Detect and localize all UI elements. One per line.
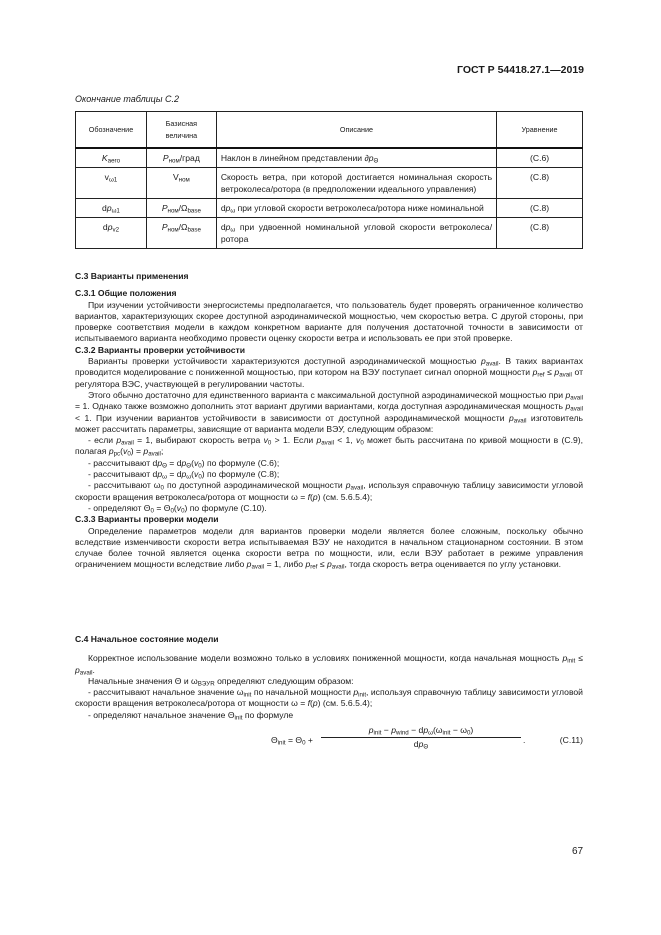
paragraph-c4-1: Корректное использование модели возможно только в условиях пониженной мощности, когда начальная мощность $p_{init} \le p_{avail}$. <box>75 653 583 677</box>
cell-desc: $dp_\omega$ при удвоенной номинальной угловой скорости ветроколеса/ротора <box>216 218 496 249</box>
table-c2 <box>75 111 583 249</box>
formula-lhs: $\Theta_{init} = \Theta_0$ + <box>271 735 313 747</box>
heading-c3: С.3 Варианты применения <box>75 271 189 281</box>
cell-eq: (С.8) <box>497 199 583 218</box>
formula-period: . <box>523 735 526 746</box>
list-item: - рассчитывают $dp_\omega = dp_\omega(v_0)$ по формуле (С.8); <box>88 469 280 481</box>
heading-c33: С.3.3 Варианты проверки модели <box>75 514 219 525</box>
paragraph-c32-1: Варианты проверки устойчивости характеризуются доступной аэродинамической мощностью $p_{avail}$. В таких вариантах проводится моделирование с пониженной мощностью, при котором на ВЭУ поступает сигнал опорной мощности $p_{ref} \le p_{avail}$ от регулятора ВЭС, участвующей в регулировании частоты. <box>75 356 584 389</box>
cell-eq: (С.6) <box>497 148 583 168</box>
cell-symbol: $dp_{v2}$ <box>76 218 147 249</box>
cell-base: $P_{ном}/\Omega_{base}$ <box>146 218 216 249</box>
cell-desc: Скорость ветра, при которой достигается номинальная скорость ветроколеса/ротора (в предположении идеального управления) <box>216 168 496 199</box>
list-item: - рассчитывают начальное значение $\omega_{init}$ по начальной мощности $p_{init}$, используя справочную таблицу зависимости угловой скорости вращения ветроколеса/ротора от мощности ω = f(p) (см. 5.6.5.4); <box>75 687 583 709</box>
col-header-equation: Уравнение <box>497 112 583 149</box>
section-c3 <box>75 271 583 571</box>
list-item: - рассчитывают $dp_\Theta = dp_\Theta(v_0)$ по формуле (С.6); <box>88 457 280 470</box>
formula-denominator: $dp_\Theta$ <box>413 739 429 752</box>
table-row <box>76 218 583 249</box>
heading-c31: С.3.1 Общие положения <box>75 288 177 299</box>
cell-desc: Наклон в линейном представлении $\partial p_\Theta$ <box>216 148 496 168</box>
cell-desc: $dp_\omega$ при угловой скорости ветроколеса/ротора ниже номинальной <box>216 199 496 218</box>
page-number: 67 <box>572 846 584 857</box>
table-row <box>76 148 583 168</box>
standard-header: ГОСТ Р 54418.27.1—2019 <box>457 64 584 76</box>
paragraph-c32-2: Этого обычно достаточно для единственного варианта с максимальной доступной аэродинамической мощностью при $p_{avail} = 1$. Однако также возможно дополнить этот вариант другими вариантами, когда доступная аэродинамическая мощность $p_{avail} < 1$. При изучении вариантов устойчивости в зависимости от доступной аэродинамической мощности $p_{avail}$ изготовитель может рассчитать параметры, зависящие от варианта модели ВЭУ, следующим образом: <box>75 389 584 434</box>
section-c4 <box>75 634 583 759</box>
cell-eq: (С.8) <box>497 168 583 199</box>
formula-c11 <box>75 725 583 759</box>
table-header-row <box>76 112 583 149</box>
cell-symbol: $dp_{\omega 1}$ <box>76 199 147 218</box>
list-item: - определяют $\Theta_0 = \Theta_0(v_0)$ по формуле (С.10). <box>88 502 267 515</box>
cell-base: $V_{ном}$ <box>146 168 216 199</box>
col-header-base-value: Базисная величина <box>146 112 216 149</box>
paragraph-c31: При изучении устойчивости энергосистемы предполагается, что пользователь будет проверять ограниченное количество вариантов, характеризующих скорее доступной аэродинамической мощностью, чем скоростью ветра. С другой стороны, при проверке соответствия модели в каждом конкретном варианте для получения достаточной точности в зависимости от испытываемого варианта необходимо провести оценку скорости ветра и использовать ее при этой проверке. <box>75 299 583 344</box>
list-item: - рассчитывают $\omega_0$ по доступной аэродинамической мощности $p_{avail}$, используя справочную таблицу зависимости угловой скорости вращения ветроколеса/ротора от мощности ω = f(p) (см. 5.6.5.4); <box>75 480 584 502</box>
cell-eq: (С.8) <box>497 218 583 249</box>
formula-fraction <box>321 725 521 751</box>
cell-symbol: $K_{aero}$ <box>76 148 147 168</box>
table-caption: Окончание таблицы С.2 <box>75 94 179 104</box>
table-row <box>76 199 583 218</box>
paragraph-c33: Определение параметров модели для вариантов проверки модели является более сложным, поскольку обычно вследствие изменчивости скорости ветра испытываемая ВЭУ не находится в начальном стационарном состоянии. В этом случае более точной является оценка скорости ветра по мощности, или, если ВЭУ работает в режиме управления ограничением мощности вследствие либо $p_{avail} = 1$, либо $p_{ref} \le p_{avail}$, тогда скорость ветра оценивается по углу установки. <box>75 525 583 572</box>
col-header-designation: Обозначение <box>76 112 147 149</box>
list-item: - если $p_{avail} = 1$, выбирают скорость ветра $v_0 > 1$. Если $p_{avail} < 1$, $v_0$ может быть рассчитана по кривой мощности в (С.9), полагая $p_{pc}(v_0) = p_{avail}$; <box>75 435 583 459</box>
cell-base: $P_{ном}$/град <box>146 148 216 168</box>
heading-c32: С.3.2 Варианты проверки устойчивости <box>75 344 246 355</box>
col-header-description: Описание <box>216 112 496 149</box>
paragraph-c4-2: Начальные значения Θ и $\omega_{ВЭУR}$ определяют следующим образом: <box>88 675 354 688</box>
cell-base: $P_{ном}/\Omega_{base}$ <box>146 199 216 218</box>
heading-c4: С.4 Начальное состояние модели <box>75 634 219 644</box>
table-row <box>76 168 583 199</box>
cell-symbol: $v_{\omega 1}$ <box>76 168 147 199</box>
list-item: - определяют начальное значение $\Theta_{init}$ по формуле <box>88 709 294 722</box>
formula-numerator: $p_{init} - p_{wind} - dp_\omega(\omega_{init} - \omega_0)$ <box>321 725 521 738</box>
formula-number: (С.11) <box>559 735 583 746</box>
